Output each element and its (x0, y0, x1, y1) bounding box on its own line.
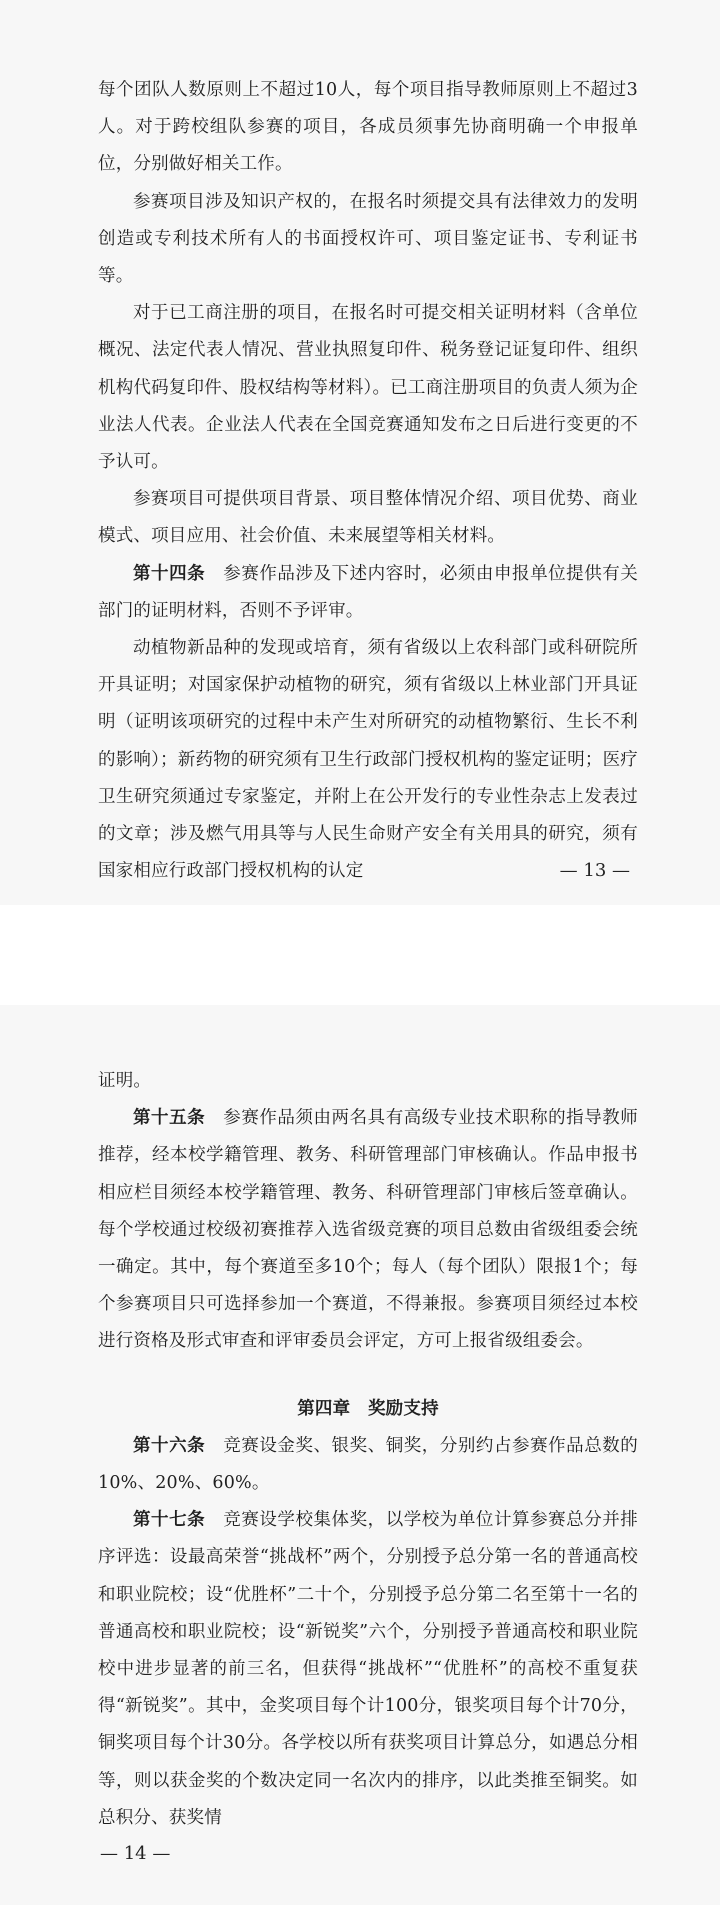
article-text: 参赛作品涉及下述内容时，必须由申报单位提供有关部门的证明材料，否则不予评审。 (98, 563, 639, 621)
article-text: 竞赛设学校集体奖，以学校为单位计算参赛总分并排序评选：设最高荣誉“挑战杯”两个，分别授予总分第一名的普通高校和职业院校；设“优胜杯”二十个，分别授予总分第二名至第十一名的普通高校和职业院校；设“新锐奖”六个，分别授予普通高校和职业院校中进步显著的前三名，但获得“挑战杯”“优胜杯”的高校不重复获得“新锐奖”。其中，金奖项目每个计100分，银奖项目每个计70分，铜奖项目每个计30分。各学校以所有获奖项目计算总分，如遇总分相等，则以获金奖的个数决定同一名次内的排序，以此类推至铜奖。如总积分、获奖情 (98, 1510, 639, 1828)
paragraph-article-17 (98, 1502, 638, 1837)
paragraph: 参赛项目可提供项目背景、项目整体情况介绍、项目优势、商业模式、项目应用、社会价值、未来展望等相关材料。 (98, 489, 638, 547)
article-heading: 第十四条 (133, 563, 206, 584)
paragraph: 参赛项目涉及知识产权的，在报名时须提交具有法律效力的发明创造或专利技术所有人的书面授权许可、项目鉴定证书、专利证书等。 (98, 191, 638, 287)
page-13-body (98, 72, 638, 890)
article-text: 竞赛设金奖、银奖、铜奖，分别约占参赛作品总数的10%、20%、60%。 (98, 1435, 639, 1494)
paragraph-article-15 (98, 1100, 638, 1360)
page-14-body (98, 1063, 638, 1837)
paragraph: 动植物新品种的发现或培育，须有省级以上农科部门或科研院所开具证明；对国家保护动植物的研究，须有省级以上林业部门开具证明（证明该项研究的过程中未产生对所研究的动植物繁衍、生长不利的影响）；新药物的研究须有卫生行政部门授权机构的鉴定证明；医疗卫生研究须通过专家鉴定，并附上在公开发行的专业性杂志上发表过的文章；涉及燃气用具等与人民生命财产安全有关用具的研究，须有国家相应行政部门授权机构的认定 (98, 638, 638, 882)
article-heading: 第十七条 (133, 1510, 206, 1531)
document-page-14 (0, 1005, 720, 1905)
chapter-title: 第四章 奖励支持 (297, 1398, 439, 1419)
page-number: — 14 — (100, 1843, 171, 1864)
paragraph-continuation: 证明。 (98, 1071, 152, 1091)
article-heading: 第十六条 (133, 1435, 206, 1456)
page-gap (0, 905, 720, 1005)
paragraph: 每个团队人数原则上不超过10人，每个项目指导教师原则上不超过3人。对于跨校组队参赛的项目，各成员须事先协商明确一个申报单位，分别做好相关工作。 (98, 80, 638, 175)
page-number: — 13 — (559, 860, 630, 881)
paragraph-article-14 (98, 556, 638, 630)
paragraph-article-16 (98, 1428, 638, 1502)
article-heading: 第十五条 (133, 1108, 206, 1129)
article-text: 参赛作品须由两名具有高级专业技术职称的指导教师推荐，经本校学籍管理、教务、科研管理部门审核确认。作品申报书相应栏目须经本校学籍管理、教务、科研管理部门审核后签章确认。每个学校通过校级初赛推荐入选省级竞赛的项目总数由省级组委会统一确定。其中，每个赛道至多10个；每人（每个团队）限报1个；每个参赛项目只可选择参加一个赛道，不得兼报。参赛项目须经过本校进行资格及形式审查和评审委员会评定，方可上报省级组委会。 (98, 1108, 639, 1352)
paragraph: 对于已工商注册的项目，在报名时可提交相关证明材料（含单位概况、法定代表人情况、营业执照复印件、税务登记证复印件、组织机构代码复印件、股权结构等材料）。已工商注册项目的负责人须为企业法人代表。企业法人代表在全国竞赛通知发布之日后进行变更的不予认可。 (98, 303, 638, 473)
document-page-13 (0, 0, 720, 905)
